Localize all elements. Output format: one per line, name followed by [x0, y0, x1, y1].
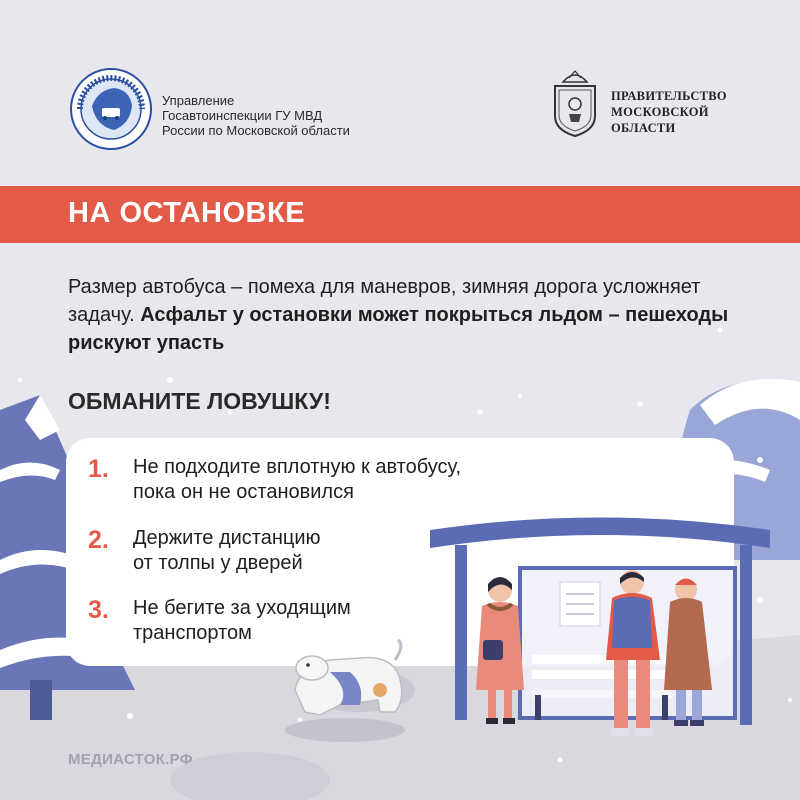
gov-name-line: МОСКОВСКОЙ: [611, 105, 709, 119]
tip-text: [133, 455, 461, 505]
tip-text: [133, 526, 321, 576]
tip-number: 2.: [88, 526, 109, 554]
gov-name-line: ОБЛАСТИ: [611, 121, 676, 135]
gibdd-emblem-icon: [70, 68, 152, 150]
header: [0, 0, 800, 185]
gibdd-name-line: Управление: [162, 93, 235, 108]
gibdd-name: [162, 93, 350, 138]
page-title: НА ОСТАНОВКЕ: [68, 197, 306, 229]
intro-bold-text: Асфальт у остановки может покрыться льдом – пешеходы рискуют упасть: [68, 304, 729, 354]
tip-line: транспортом: [133, 622, 252, 644]
gibdd-name-line: Госавтоинспекции ГУ МВД: [162, 108, 323, 123]
footer-brand: МЕДИАСТОК.РФ: [68, 751, 193, 768]
tip-text: [133, 596, 351, 646]
intro-regular-text: Размер автобуса – помеха для маневров, зимняя дорога усложняет задачу.: [68, 276, 701, 326]
tip-line: Не бегите за уходящим: [133, 597, 351, 619]
tip-line: пока он не остановился: [133, 481, 354, 503]
gibdd-name-line: России по Московской области: [162, 123, 350, 138]
moscow-region-coat-of-arms-icon: [549, 68, 601, 138]
gov-name-line: ПРАВИТЕЛЬСТВО: [611, 89, 727, 103]
tip-number: 1.: [88, 455, 109, 483]
tip-line: Не подходите вплотную к автобусу,: [133, 456, 462, 478]
section-subtitle: ОБМАНИТЕ ЛОВУШКУ!: [68, 388, 331, 414]
tip-number: 3.: [88, 596, 109, 624]
intro-paragraph: [68, 273, 768, 357]
tip-line: Держите дистанцию: [133, 527, 321, 549]
gov-name: [611, 88, 727, 136]
tip-line: от толпы у дверей: [133, 552, 303, 574]
